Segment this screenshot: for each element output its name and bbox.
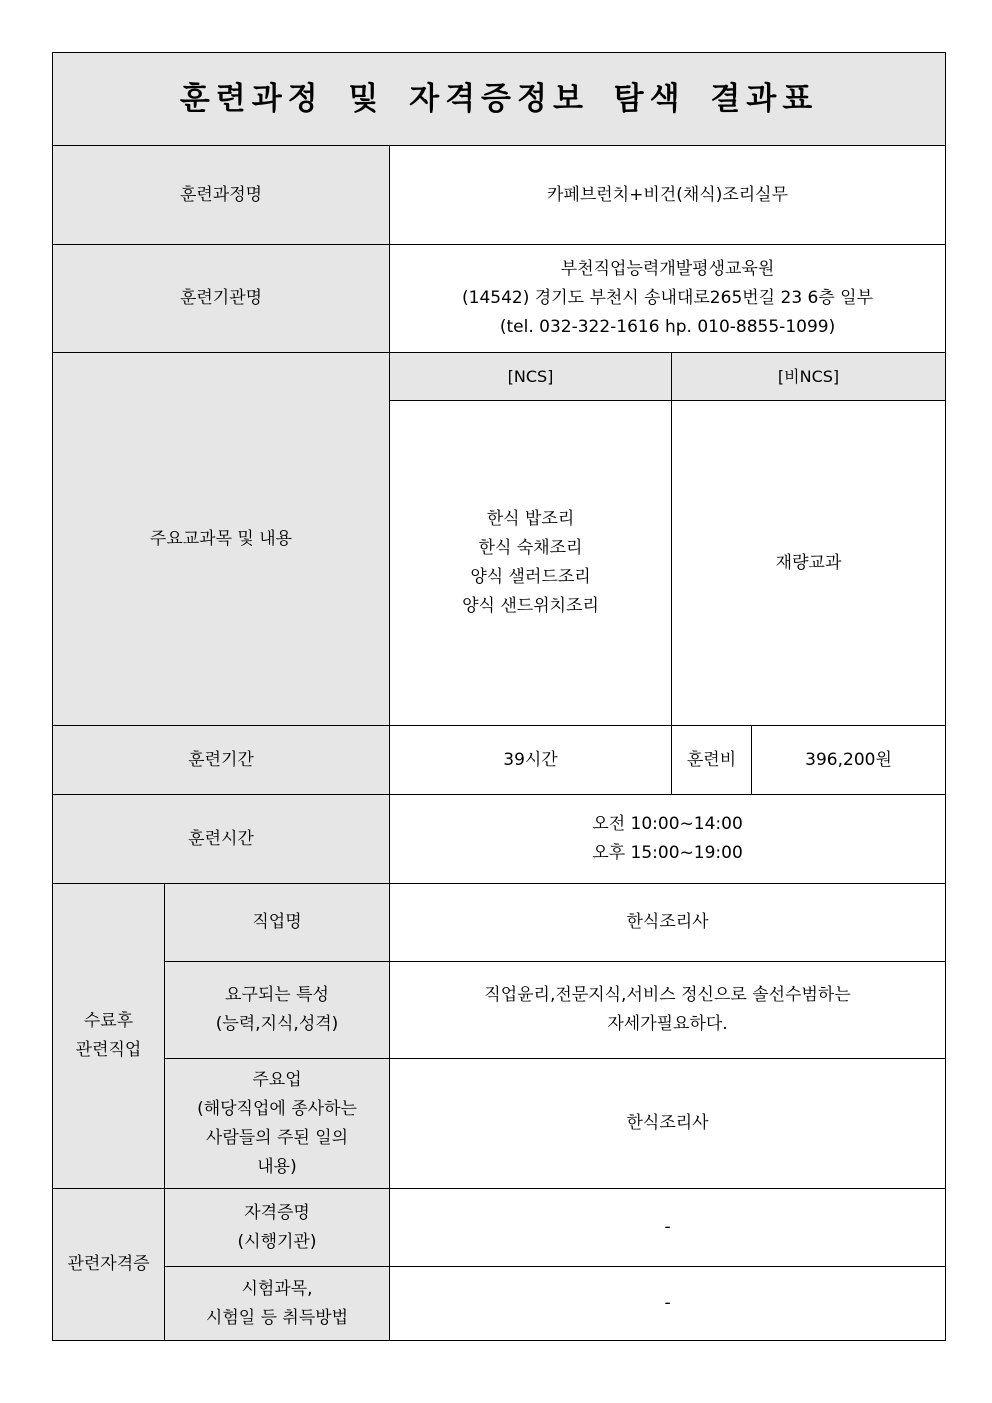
- training-fee-value: 396,200원: [752, 726, 946, 795]
- ncs-subject-item: 양식 샌드위치조리: [462, 596, 599, 616]
- training-hours-label: 훈련시간: [53, 795, 390, 884]
- required-traits-label: 요구되는 특성 (능력,지식,성격): [165, 962, 390, 1059]
- training-hours-value: [390, 795, 946, 884]
- related-jobs-label: 수료후 관련직업: [53, 884, 165, 1189]
- ncs-subject-list: [390, 401, 672, 726]
- training-fee-label: 훈련비: [672, 726, 752, 795]
- non-ncs-header: [비NCS]: [672, 353, 946, 401]
- acquisition-method-label: 시험과목, 시험일 등 취득방법: [165, 1267, 390, 1341]
- main-duties-value: 한식조리사: [390, 1059, 946, 1189]
- non-ncs-subject: 재량교과: [672, 401, 946, 726]
- course-name-label: 훈련과정명: [53, 146, 390, 245]
- institution-info: [390, 245, 946, 353]
- job-name-value: 한식조리사: [390, 884, 946, 962]
- ncs-subject-item: 한식 밥조리: [486, 509, 575, 529]
- subjects-label: 주요교과목 및 내용: [53, 353, 390, 726]
- job-name-label: 직업명: [165, 884, 390, 962]
- required-traits-value: 직업윤리,전문지식,서비스 정신으로 솔선수범하는 자세가필요하다.: [390, 962, 946, 1059]
- certificate-name-label: 자격증명 (시행기관): [165, 1189, 390, 1267]
- course-name-value: 카페브런치+비건(채식)조리실무: [390, 146, 946, 245]
- ncs-subject-item: 한식 숙채조리: [478, 538, 583, 558]
- result-table: [52, 52, 946, 1341]
- morning-hours: 오전 10:00~14:00: [592, 814, 743, 834]
- ncs-header: [NCS]: [390, 353, 672, 401]
- page-title: 훈련과정 및 자격증정보 탐색 결과표: [53, 53, 946, 146]
- acquisition-method-value: -: [390, 1267, 946, 1341]
- institution-contact: (tel. 032-322-1616 hp. 010-8855-1099): [499, 317, 836, 337]
- main-duties-label: 주요업 (해당직업에 종사하는 사람들의 주된 일의 내용): [165, 1059, 390, 1189]
- institution-label: 훈련기관명: [53, 245, 390, 353]
- training-period-label: 훈련기간: [53, 726, 390, 795]
- afternoon-hours: 오후 15:00~19:00: [592, 843, 743, 863]
- institution-address: (14542) 경기도 부천시 송내대로265번길 23 6층 일부: [462, 288, 874, 308]
- certificate-name-value: -: [390, 1189, 946, 1267]
- institution-name: 부천직업능력개발평생교육원: [560, 259, 775, 279]
- related-certificates-label: 관련자격증: [53, 1189, 165, 1341]
- ncs-subject-item: 양식 샐러드조리: [470, 567, 591, 587]
- training-period-value: 39시간: [390, 726, 672, 795]
